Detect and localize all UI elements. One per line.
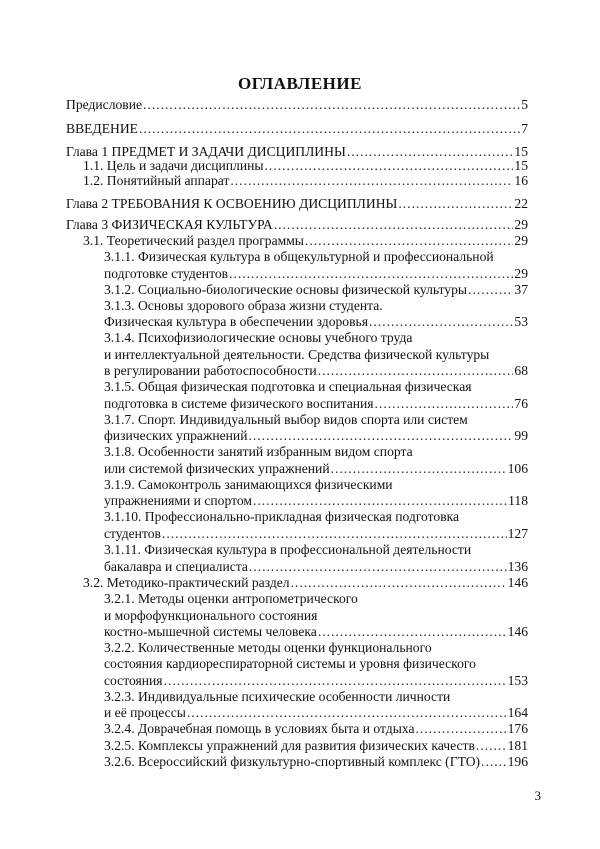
toc-entry-title: упражнениями и спортом [104,493,252,508]
toc-entry-title: 3.2.6. Всероссийский физкультурно-спортивный комплекс (ГТО) [104,754,481,769]
toc-entry-title: 3.1.2. Социально-биологические основы физической культуры [104,282,468,297]
toc-dot-leader [416,720,507,738]
toc-entry-title: подготовке студентов [104,266,229,281]
toc-entry-title: ВВЕДЕНИЕ [66,121,138,136]
toc-entry-title: 3.1. Теоретический раздел программы [83,233,304,248]
toc-entry-text-line: 3.2.3. Индивидуальные психические особенности личности [104,689,451,704]
toc-entry-title: физических упражнений [104,428,248,443]
page-number: 3 [534,788,541,803]
toc-entry-title: 1.2. Понятийный аппарат [83,173,230,188]
toc-entry-text-line: 3.2.1. Методы оценки антропометрического [104,591,358,606]
toc-entry-text-line: 3.1.4. Психофизиологические основы учебного труда [104,330,413,345]
toc-entry-page: 68 [514,363,528,378]
toc-entry-title: Глава 1 ПРЕДМЕТ И ЗАДАЧИ ДИСЦИПЛИНЫ [66,144,346,159]
toc-dot-leader [468,281,513,299]
toc-entry-page: 15 [514,158,528,173]
toc-entry-page: 29 [514,233,528,248]
toc-entry-page: 76 [514,396,528,411]
toc-entry-title: Глава 2 ТРЕБОВАНИЯ К ОСВОЕНИЮ ДИСЦИПЛИНЫ [66,196,398,211]
toc-entry-text-line: 3.2.2. Количественные методы оценки функционального [104,640,432,655]
toc-entry-title: костно-мышечной системы человека [104,624,317,639]
toc-entry[interactable] [83,172,528,190]
toc-entry-title: бакалавра и специалиста [104,559,248,574]
toc-entry-page: 7 [521,121,528,136]
toc-entry-page: 5 [521,97,528,112]
toc-entry-title: 3.2.5. Комплексы упражнений для развития физических качеств [104,738,475,753]
toc-entry-page: 29 [514,266,528,281]
toc-entry-page: 29 [514,217,528,232]
toc-entry-text-line: и интеллектуальной деятельности. Средства физической культуры [104,347,490,362]
toc-entry-page: 16 [514,173,528,188]
toc-entry-text-line: 3.1.5. Общая физическая подготовка и специальная физическая [104,379,472,394]
toc-entry-page: 146 [507,575,528,590]
toc-dot-leader [230,172,513,190]
toc-entry[interactable] [66,195,528,213]
toc-entry-page: 118 [508,493,528,508]
toc-entry-text-line: 3.1.9. Самоконтроль занимающихся физическими [104,477,393,492]
toc-entry-page: 53 [514,314,528,329]
toc-entry-page: 127 [507,526,528,541]
toc-entry[interactable] [104,720,528,738]
toc-entry-page: 106 [507,461,528,476]
toc-entry-text-line: состояния кардиореспираторной системы и уровня физического [104,656,476,671]
toc-entry[interactable] [66,96,528,114]
toc-entry-title: состояния [104,673,163,688]
toc-title: ОГЛАВЛЕНИЕ [238,74,362,93]
toc-entry-text-line: 3.1.10. Профессионально-прикладная физическая подготовка [104,509,460,524]
toc-entry-title: 3.2.4. Доврачебная помощь в условиях быта и отдыха [104,721,415,736]
toc-entry-page: 181 [507,738,528,753]
toc-entry-text-line: 3.1.7. Спорт. Индивидуальный выбор видов спорта или систем [104,412,468,427]
toc-entry-title: Физическая культура в обеспечении здоровья [104,314,368,329]
toc-entry-page: 22 [514,196,528,211]
toc-entry-title: 1.1. Цель и задачи дисциплины [83,158,264,173]
toc-entry-text-line: 3.1.1. Физическая культура в общекультурной и профессиональной [104,249,494,264]
toc-entry-title: Глава 3 ФИЗИЧЕСКАЯ КУЛЬТУРА [66,217,273,232]
toc-entry-page: 153 [507,673,528,688]
toc-entry-text-line: 3.1.3. Основы здорового образа жизни студента. [104,298,383,313]
toc-entry-page: 15 [514,144,528,159]
toc-entry-page: 37 [514,282,528,297]
toc-entry-title: 3.2. Методико-практический раздел [83,575,290,590]
toc-entry-page: 164 [507,705,528,720]
toc-entry-title: подготовка в системе физического воспитания [104,396,374,411]
toc-entry-page: 146 [507,624,528,639]
toc-entry-title: Предисловие [66,97,143,112]
toc-entry-text-line: и морфофункционального состояния [104,608,318,623]
toc-entry-page: 196 [507,754,528,769]
toc-dot-leader [139,120,520,138]
toc-entry-title: или системой физических упражнений [104,461,330,476]
toc-dot-leader [143,96,520,114]
toc-entry-title: и её процессы [104,705,186,720]
toc-entry-text-line: 3.1.8. Особенности занятий избранным видом спорта [104,444,413,459]
toc-entry-title: студентов [104,526,161,541]
toc-entry-title: в регулировании работоспособности [104,363,317,378]
toc-entry-page: 99 [514,428,528,443]
toc-entry[interactable] [104,753,528,771]
toc-dot-leader [398,195,513,213]
toc-entry-page: 136 [507,559,528,574]
toc-entry[interactable] [66,120,528,138]
toc-entry-text-line: 3.1.11. Физическая культура в профессиональной деятельности [104,542,472,557]
toc-dot-leader [481,753,507,771]
toc-entry-page: 176 [507,721,528,736]
